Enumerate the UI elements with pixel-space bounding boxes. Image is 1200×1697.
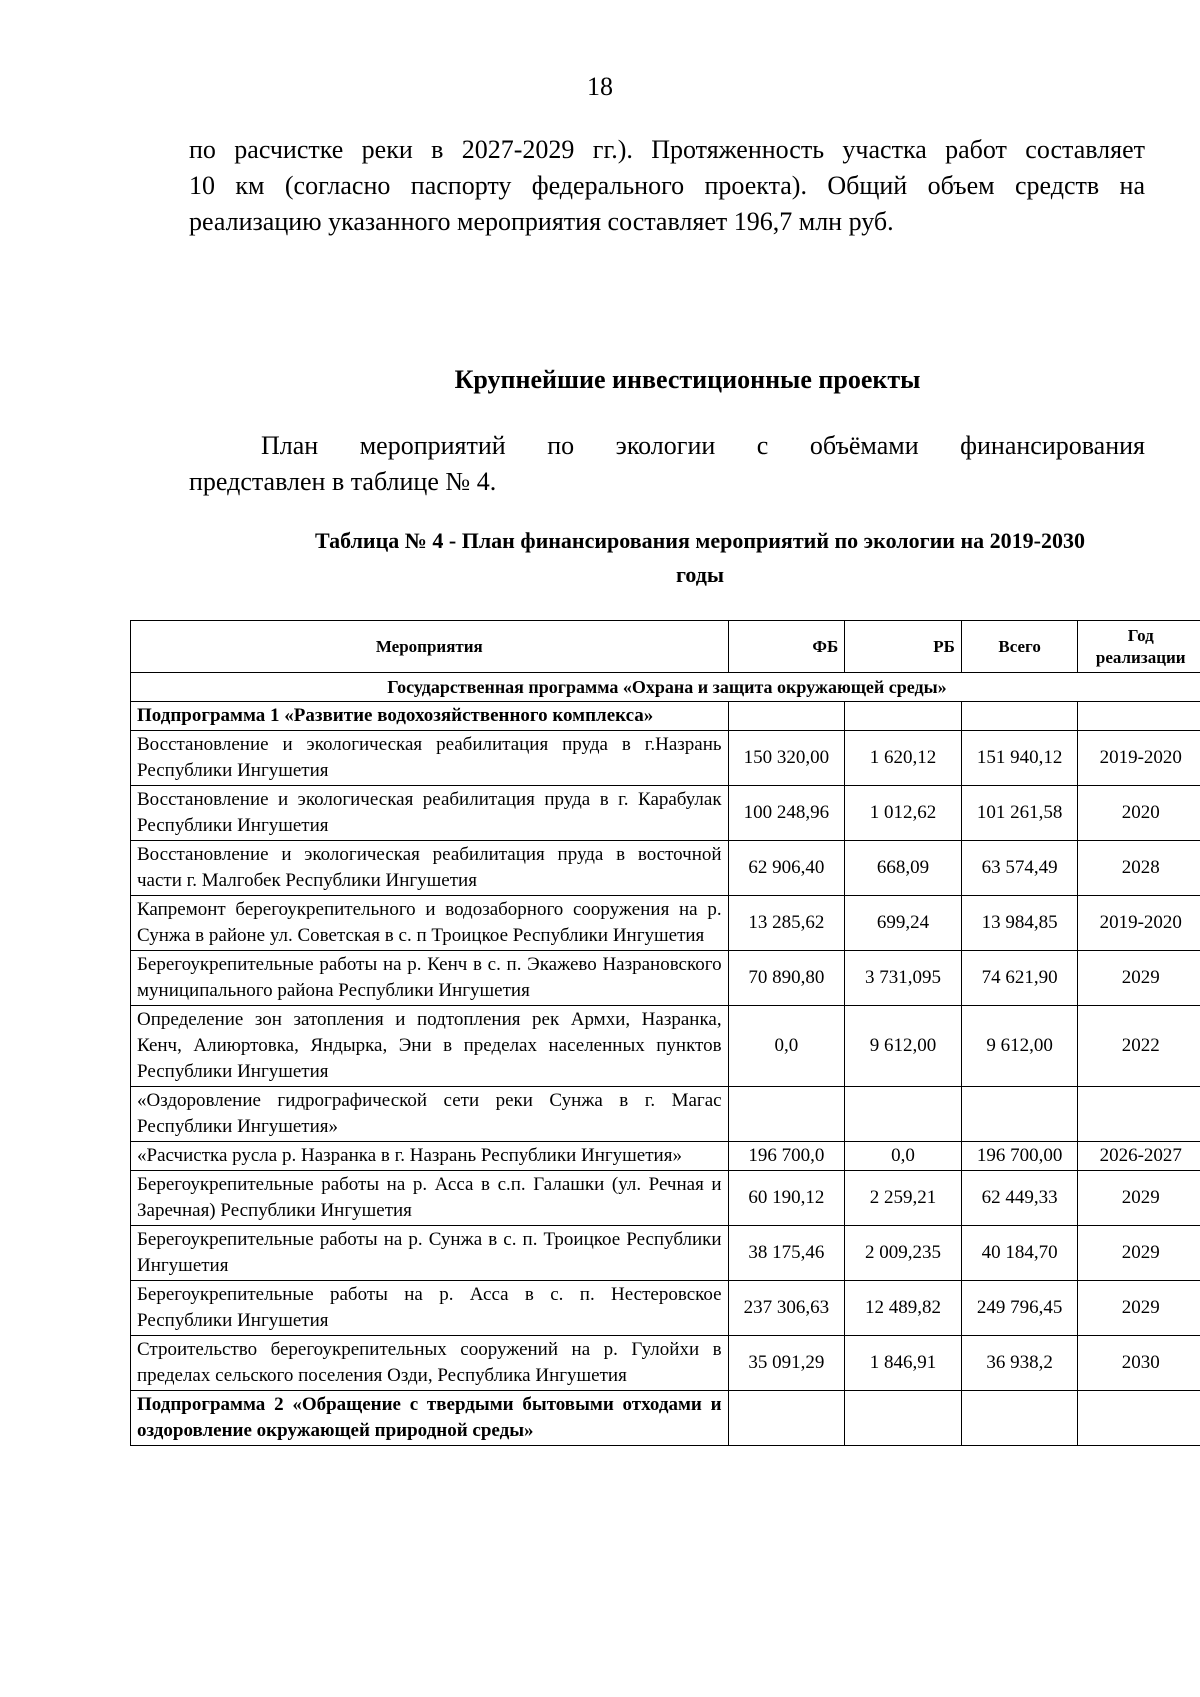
cell-year: 2029 bbox=[1078, 951, 1200, 1006]
table-caption-line: Таблица № 4 - План финансирования мероприятий по экологии на 2019-2030 bbox=[315, 528, 1085, 553]
table-row bbox=[131, 1142, 1200, 1171]
subprogram-row bbox=[131, 1391, 1200, 1446]
cell-year: 2030 bbox=[1078, 1336, 1200, 1391]
cell-year: 2020 bbox=[1078, 786, 1200, 841]
subprogram-row bbox=[131, 702, 1200, 731]
cell-rb: 1 846,91 bbox=[845, 1336, 962, 1391]
cell-rb: 0,0 bbox=[845, 1142, 962, 1171]
empty-cell bbox=[728, 1391, 845, 1446]
cell-fb bbox=[728, 1087, 845, 1142]
header-total: Всего bbox=[961, 621, 1078, 673]
section-heading: Крупнейшие инвестиционные проекты bbox=[454, 365, 921, 394]
cell-total: 249 796,45 bbox=[961, 1281, 1078, 1336]
empty-cell bbox=[961, 1391, 1078, 1446]
subprogram-title: Подпрограмма 1 «Развитие водохозяйственного комплекса» bbox=[131, 702, 729, 731]
cell-year: 2029 bbox=[1078, 1171, 1200, 1226]
cell-year: 2019-2020 bbox=[1078, 731, 1200, 786]
cell-fb: 196 700,0 bbox=[728, 1142, 845, 1171]
cell-total: 63 574,49 bbox=[961, 841, 1078, 896]
intro-line: по расчистке реки в 2027-2029 гг.). Протяженность участка работ составляет bbox=[189, 135, 1145, 164]
program-title: Государственная программа «Охрана и защита окружающей среды» bbox=[131, 673, 1200, 702]
cell-year: 2019-2020 bbox=[1078, 896, 1200, 951]
table-row bbox=[131, 841, 1200, 896]
cell-total: 101 261,58 bbox=[961, 786, 1078, 841]
cell-rb: 699,24 bbox=[845, 896, 962, 951]
table-row bbox=[131, 1171, 1200, 1226]
cell-event: Строительство берегоукрепительных сооружений на р. Гулойхи в пределах сельского поселения Озди, Республика Ингушетия bbox=[131, 1336, 729, 1391]
cell-year bbox=[1078, 1087, 1200, 1142]
cell-event: Определение зон затопления и подтопления рек Армхи, Назранка, Кенч, Алиюртовка, Яндырка, Эни в пределах населенных пунктов Республики Ингушетия bbox=[131, 1006, 729, 1087]
header-fb: ФБ bbox=[728, 621, 845, 673]
financing-table bbox=[130, 620, 1200, 1446]
table-caption-line: годы bbox=[675, 562, 725, 587]
empty-cell bbox=[961, 702, 1078, 731]
cell-event: Капремонт берегоукрепительного и водозаборного сооружения на р. Сунжа в районе ул. Советская в с. п Троицкое Республики Ингушетия bbox=[131, 896, 729, 951]
page-number: 18 bbox=[587, 72, 613, 101]
table-row bbox=[131, 951, 1200, 1006]
cell-total: 13 984,85 bbox=[961, 896, 1078, 951]
empty-cell bbox=[1078, 702, 1200, 731]
cell-event: Берегоукрепительные работы на р. Асса в с. п. Нестеровское Республики Ингушетия bbox=[131, 1281, 729, 1336]
table-row bbox=[131, 1087, 1200, 1142]
table-row bbox=[131, 1226, 1200, 1281]
cell-fb: 13 285,62 bbox=[728, 896, 845, 951]
plan-line: представлен в таблице № 4. bbox=[189, 467, 497, 496]
cell-fb: 100 248,96 bbox=[728, 786, 845, 841]
header-event: Мероприятия bbox=[131, 621, 729, 673]
cell-event: Берегоукрепительные работы на р. Асса в с.п. Галашки (ул. Речная и Заречная) Республики Ингушетия bbox=[131, 1171, 729, 1226]
cell-fb: 60 190,12 bbox=[728, 1171, 845, 1226]
cell-total: 151 940,12 bbox=[961, 731, 1078, 786]
cell-total: 62 449,33 bbox=[961, 1171, 1078, 1226]
subprogram-title: Подпрограмма 2 «Обращение с твердыми бытовыми отходами и оздоровление окружающей природной среды» bbox=[131, 1391, 729, 1446]
empty-cell bbox=[1078, 1391, 1200, 1446]
cell-event: Восстановление и экологическая реабилитация пруда в восточной части г. Малгобек Республики Ингушетия bbox=[131, 841, 729, 896]
cell-rb: 2 009,235 bbox=[845, 1226, 962, 1281]
intro-line: 10 км (согласно паспорту федерального проекта). Общий объем средств на bbox=[189, 171, 1145, 200]
cell-event: «Расчистка русла р. Назранка в г. Назрань Республики Ингушетия» bbox=[131, 1142, 729, 1171]
cell-year: 2029 bbox=[1078, 1281, 1200, 1336]
cell-rb: 1 620,12 bbox=[845, 731, 962, 786]
cell-event: Берегоукрепительные работы на р. Сунжа в с. п. Троицкое Республики Ингушетия bbox=[131, 1226, 729, 1281]
header-rb: РБ bbox=[845, 621, 962, 673]
empty-cell bbox=[728, 702, 845, 731]
header-year: Год реализации bbox=[1078, 621, 1200, 673]
cell-event: «Оздоровление гидрографической сети реки Сунжа в г. Магас Республики Ингушетия» bbox=[131, 1087, 729, 1142]
empty-cell bbox=[845, 702, 962, 731]
table-row bbox=[131, 786, 1200, 841]
cell-rb: 668,09 bbox=[845, 841, 962, 896]
table-row bbox=[131, 731, 1200, 786]
table-row bbox=[131, 1006, 1200, 1087]
cell-fb: 62 906,40 bbox=[728, 841, 845, 896]
table-row bbox=[131, 896, 1200, 951]
cell-year: 2029 bbox=[1078, 1226, 1200, 1281]
cell-total: 196 700,00 bbox=[961, 1142, 1078, 1171]
cell-rb: 2 259,21 bbox=[845, 1171, 962, 1226]
table-header-row bbox=[131, 621, 1200, 673]
cell-fb: 70 890,80 bbox=[728, 951, 845, 1006]
intro-paragraph bbox=[189, 132, 1145, 240]
cell-total: 9 612,00 bbox=[961, 1006, 1078, 1087]
cell-fb: 35 091,29 bbox=[728, 1336, 845, 1391]
cell-total bbox=[961, 1087, 1078, 1142]
cell-fb: 237 306,63 bbox=[728, 1281, 845, 1336]
cell-year: 2022 bbox=[1078, 1006, 1200, 1087]
table-row bbox=[131, 1281, 1200, 1336]
cell-year: 2026-2027 bbox=[1078, 1142, 1200, 1171]
cell-fb: 38 175,46 bbox=[728, 1226, 845, 1281]
cell-event: Восстановление и экологическая реабилитация пруда в г. Карабулак Республики Ингушетия bbox=[131, 786, 729, 841]
cell-total: 36 938,2 bbox=[961, 1336, 1078, 1391]
plan-paragraph bbox=[189, 428, 1145, 500]
cell-rb: 12 489,82 bbox=[845, 1281, 962, 1336]
cell-year: 2028 bbox=[1078, 841, 1200, 896]
cell-fb: 0,0 bbox=[728, 1006, 845, 1087]
cell-rb bbox=[845, 1087, 962, 1142]
intro-line: реализацию указанного мероприятия составляет 196,7 млн руб. bbox=[189, 207, 894, 236]
empty-cell bbox=[845, 1391, 962, 1446]
cell-event: Берегоукрепительные работы на р. Кенч в с. п. Экажево Назрановского муниципального района Республики Ингушетия bbox=[131, 951, 729, 1006]
cell-fb: 150 320,00 bbox=[728, 731, 845, 786]
cell-total: 40 184,70 bbox=[961, 1226, 1078, 1281]
cell-rb: 9 612,00 bbox=[845, 1006, 962, 1087]
plan-line: План мероприятий по экологии с объёмами финансирования bbox=[261, 431, 1145, 460]
table-caption bbox=[250, 524, 1150, 592]
cell-rb: 1 012,62 bbox=[845, 786, 962, 841]
cell-event: Восстановление и экологическая реабилитация пруда в г.Назрань Республики Ингушетия bbox=[131, 731, 729, 786]
program-row bbox=[131, 673, 1200, 702]
table-row bbox=[131, 1336, 1200, 1391]
cell-total: 74 621,90 bbox=[961, 951, 1078, 1006]
cell-rb: 3 731,095 bbox=[845, 951, 962, 1006]
